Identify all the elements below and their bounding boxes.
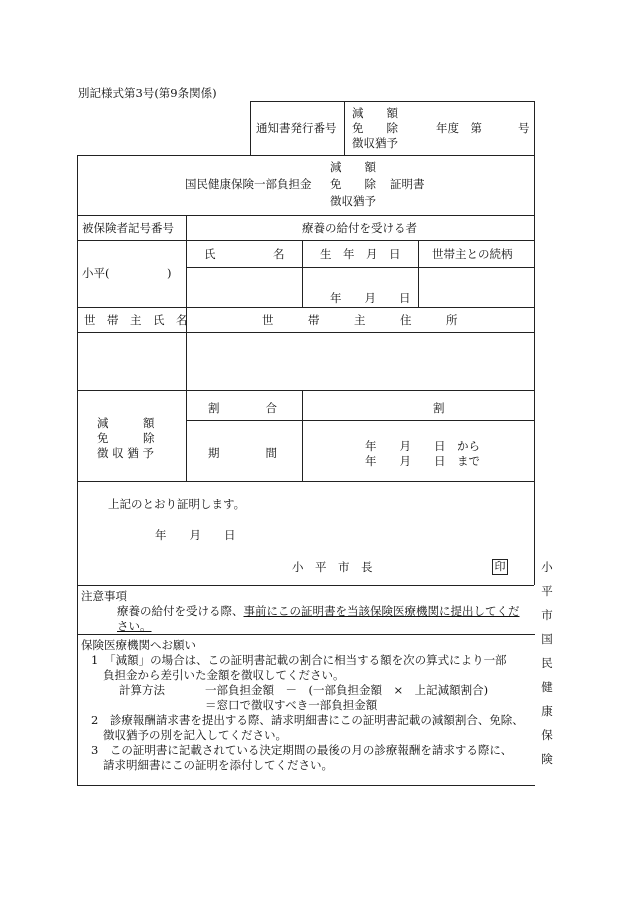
title-kind-reduction: 減 額 [330,160,376,174]
reduction-kind-exemption: 免 除 [97,431,155,445]
notice-number-suffix: 号 [518,121,530,135]
request-item-1b: 負担金から差引いた金額を徴収してください。 [103,668,345,682]
certification-statement: 上記のとおり証明します。 [108,497,246,511]
birthdate-ymd: 年 月 日 [330,291,411,305]
request-item-2a: 2 診療報酬請求書を提出する際、請求明細書にこの証明書記載の減額割合、免除、 [91,713,524,727]
householder-address-label: 世 帯 主 住 所 [262,313,458,327]
period-from: 年 月 日 から [365,439,480,453]
title-certificate: 証明書 [390,177,425,191]
notice-kind-exemption: 免 除 [352,121,398,135]
notice-year-label: 年度 第 [436,121,482,135]
rate-unit: 割 [433,401,445,415]
householder-name-label: 世 帯 主 氏 名 [84,313,188,327]
calc-label: 計算方法 [119,683,165,697]
birthdate-label: 生 年 月 日 [320,247,401,261]
request-item-1a: 1 「減額」の場合は、この証明書記載の割合に相当する額を次の算式により一部 [91,653,507,667]
notice-kind-deferral: 徴収猶予 [352,136,398,150]
reduction-kind-reduction: 減 額 [97,416,155,430]
notice-kind-reduction: 減 額 [352,106,398,120]
title-main: 国民健康保険一部負担金 [185,177,312,191]
title-kind-deferral: 徴収猶予 [330,194,376,208]
title-kind-exemption: 免 除 [330,177,376,191]
calc-formula-1: 一部負担金額 － (一部負担金額 × 上記減額割合) [205,683,489,697]
calc-formula-2: ＝窓口で徴収すべき一部負担金額 [205,698,378,712]
rate-label: 割 合 [208,401,277,415]
relation-label: 世帯主との続柄 [432,247,513,261]
reduction-kind-deferral: 徴 収 猶 予 [97,446,154,460]
notes-line-2: さい。 [117,619,152,633]
period-to: 年 月 日 まで [365,454,480,468]
request-item-3b: 請求明細書にこの証明を添付してください。 [103,758,333,772]
notes-line-1: 療養の給付を受ける際、事前にこの証明書を当該保険医療機関に提出してくだ [117,604,520,618]
request-item-3a: 3 この証明書に記載されている決定期間の最後の月の診療報酬を請求する際に、 [91,743,513,757]
seal-mark: 印 [492,559,508,575]
recipient-label: 療養の給付を受ける者 [302,221,417,235]
certification-date: 年 月 日 [155,528,236,542]
mayor-title: 小 平 市 長 [292,560,373,574]
period-label: 期 間 [208,446,277,460]
form-number: 別記様式第3号(第9条関係) [78,86,217,100]
request-item-2b: 徴収猶予の別を記入してください。 [103,728,287,742]
kodaira-code-field: 小平( ) [82,266,172,280]
notes-heading: 注意事項 [81,589,127,603]
request-heading: 保険医療機関へお願い [81,638,196,652]
notice-number-label: 通知書発行番号 [256,121,337,135]
side-vertical-text: 小 平 市 国 民 健 康 保 険 [541,560,553,766]
name-label: 氏 名 [204,247,285,261]
insured-number-label: 被保険者記号番号 [82,221,174,235]
